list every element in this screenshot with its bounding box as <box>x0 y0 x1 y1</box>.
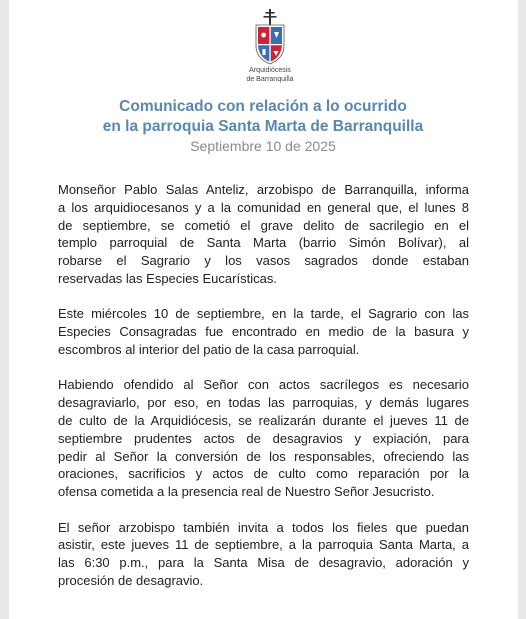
text-line: septiembre prudentes actos de desagravios y expiación, para <box>58 430 469 446</box>
text-line: templo parroquial de Santa Marta (barrio Simón Bolívar), al <box>58 235 469 251</box>
text-line: Monseñor Pablo Salas Anteliz, arzobispo de Barranquilla, informa <box>58 182 469 197</box>
text-line: Habiendo ofendido al Señor con actos sacrílegos es necesario <box>58 377 469 393</box>
text-line: El señor arzobispo también invita a todos los fieles que puedan <box>58 519 469 535</box>
coat-of-arms-icon <box>250 8 290 66</box>
text-line: las 6:30 p.m., para la Santa Misa de desagravio, adoración y <box>58 555 469 571</box>
text-line: a los arquidiocesanos y a la comunidad en general que, el lunes 8 <box>58 199 469 215</box>
header <box>0 97 526 156</box>
text-line: pedir al Señor la conversión de los responsables, ofreciendo las <box>58 448 469 464</box>
paragraph-3 <box>58 376 469 501</box>
page-title-line2: en la parroquia Santa Marta de Barranquilla <box>102 118 424 135</box>
text-line: asistir, este jueves 11 de septiembre, a la parroquia Santa Marta, a <box>58 537 469 553</box>
archdiocese-logo <box>230 8 310 84</box>
text-line: escombros al interior del patio de la casa parroquial. <box>58 341 360 357</box>
text-line: desagraviarlo, por eso, en todas las parroquias, y demás lugares <box>58 395 469 411</box>
date: Septiembre 10 de 2025 <box>190 138 336 154</box>
text-line: de culto de la Arquidiócesis, se realizarán durante el jueves 11 de <box>58 412 469 428</box>
text-line: robarse el Sagrario y los vasos sagrados donde estaban <box>58 253 469 269</box>
paragraph-1 <box>58 181 469 288</box>
logo-caption-line2: de Barranquilla <box>246 76 294 83</box>
text-line: oraciones, sacrificios y actos de culto como reparación por la <box>58 466 469 482</box>
text-line: ofensa cometida a la presencia real de Nuestro Señor Jesucristo. <box>58 484 435 500</box>
paragraph-2 <box>58 305 469 358</box>
text-line: de septiembre, se cometió el grave delito de sacrilegio en el <box>58 217 469 233</box>
logo-caption-line1: Arquidiócesis <box>249 67 291 74</box>
page-title-line1: Comunicado con relación a lo ocurrido <box>119 98 407 115</box>
text-line: Este miércoles 10 de septiembre, en la tarde, el Sagrario con las <box>58 306 469 322</box>
text-line: reservadas las Especies Eucarísticas. <box>58 270 277 286</box>
text-line: procesión de desagravio. <box>58 572 204 588</box>
text-line: Especies Consagradas fue encontrado en medio de la basura y <box>58 324 469 340</box>
paragraph-4 <box>58 519 469 590</box>
document-body <box>58 181 469 607</box>
